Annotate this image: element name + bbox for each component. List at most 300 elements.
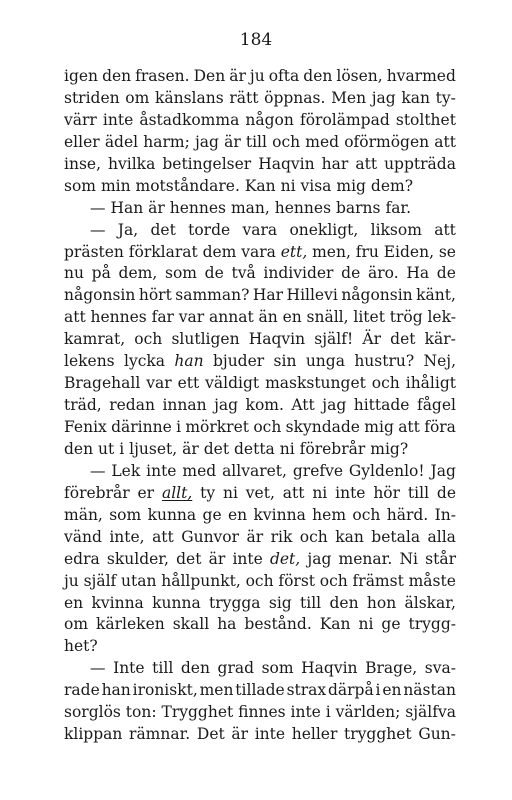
word: att <box>64 308 86 327</box>
word: därpå <box>327 681 374 700</box>
word: ty <box>200 483 216 502</box>
word: det <box>150 220 176 239</box>
text-line <box>64 88 456 110</box>
word: ihåligt <box>405 374 456 393</box>
word: och <box>319 571 348 590</box>
word: hon <box>366 593 397 612</box>
text-line <box>64 702 456 724</box>
text-line <box>64 329 456 351</box>
word: Haqvin <box>258 154 315 173</box>
word: samman? <box>175 286 250 305</box>
word: måste <box>408 571 456 590</box>
word: mörkret <box>185 418 249 436</box>
word: eller <box>64 132 100 151</box>
word: förolämpad <box>299 110 390 129</box>
page-number: 184 <box>239 30 273 50</box>
word: men, <box>312 242 351 261</box>
word: jag <box>307 549 332 568</box>
word: torde <box>188 220 231 239</box>
word: att <box>398 418 420 436</box>
word: ni <box>222 483 238 502</box>
word: uppträda <box>384 154 456 173</box>
word: ljuset, <box>129 439 178 458</box>
word: är <box>208 549 226 568</box>
word: älskar, <box>404 593 456 612</box>
word: sorglös <box>64 703 121 722</box>
word: ni <box>280 176 296 195</box>
word: han <box>101 681 131 700</box>
word: till <box>407 483 430 502</box>
text-line <box>64 198 456 220</box>
text-line <box>64 461 456 483</box>
word: betala <box>371 527 421 546</box>
word: förebrår <box>64 483 130 502</box>
word: någon <box>245 110 294 129</box>
word: som <box>64 176 96 195</box>
word: vara <box>242 220 278 239</box>
word: hvarmed <box>386 67 456 85</box>
word: inte, <box>109 527 145 546</box>
word: sin <box>273 352 297 371</box>
text-line <box>64 439 456 461</box>
emphasized-word: ett, <box>280 242 308 261</box>
word: i <box>375 681 381 700</box>
word: lek- <box>427 308 456 327</box>
word: dem? <box>370 176 414 195</box>
word: känt, <box>416 286 456 305</box>
word: var <box>178 308 205 327</box>
word: kunna <box>147 505 197 524</box>
word: strax <box>286 681 327 700</box>
word: hustru? <box>354 352 415 371</box>
word: bestånd. <box>244 615 312 634</box>
word: vänd <box>64 527 102 546</box>
word: män, <box>64 505 103 524</box>
word: inte <box>232 549 263 568</box>
word: unga <box>305 352 345 371</box>
word: ju <box>64 571 79 590</box>
word: står <box>425 549 456 568</box>
word: Nej, <box>423 352 456 371</box>
word: er <box>137 483 155 502</box>
word: först <box>278 571 316 590</box>
word: själf <box>83 571 117 590</box>
word: klippan <box>64 725 123 744</box>
word: främst <box>352 571 404 590</box>
word: att <box>152 527 174 546</box>
text-line <box>64 351 456 373</box>
word: är <box>182 439 199 458</box>
word: Det <box>196 725 225 744</box>
word: härd. <box>386 505 429 524</box>
word: och <box>299 527 328 546</box>
word: är <box>148 198 165 217</box>
text-line <box>64 242 456 264</box>
word: inte <box>254 725 286 744</box>
word: visa <box>300 176 332 195</box>
word: förklarat <box>128 242 198 261</box>
word: Ha <box>406 264 430 283</box>
word: till <box>152 659 174 678</box>
word: ty- <box>435 88 456 107</box>
word: Jag <box>430 461 456 480</box>
word: de <box>436 483 456 502</box>
word: ut <box>98 439 115 458</box>
word: fru <box>355 242 379 261</box>
word: och <box>272 132 301 151</box>
text-line <box>64 110 456 132</box>
word: med <box>182 461 217 480</box>
word: innan <box>162 396 207 415</box>
word: skyndade <box>285 418 360 436</box>
word: rätt <box>229 88 259 107</box>
word: trygga <box>209 593 261 612</box>
word: jag <box>371 88 396 107</box>
text-line <box>64 66 456 88</box>
word: inte <box>335 483 366 502</box>
word: frasen. <box>135 67 190 85</box>
word: heller <box>291 725 338 744</box>
word: finnes <box>238 703 286 722</box>
text-line <box>64 527 456 549</box>
word: rik <box>270 527 293 546</box>
word: det <box>203 439 230 458</box>
text-line <box>64 636 456 658</box>
word: värr <box>64 110 97 129</box>
word: till <box>300 593 322 612</box>
word: kär- <box>424 330 456 349</box>
word: ni <box>279 439 295 458</box>
word: Haqvin <box>248 330 306 349</box>
text-line <box>64 614 456 636</box>
word: Trygghet <box>161 703 234 722</box>
word: därinne <box>111 418 172 436</box>
word: trygghet <box>344 725 412 744</box>
word: skall <box>172 615 210 634</box>
word: alla <box>427 527 456 546</box>
word: på <box>91 264 111 283</box>
word: lycka <box>124 352 166 371</box>
word: trög <box>389 308 423 327</box>
text-line <box>64 417 456 439</box>
word: med <box>305 132 340 151</box>
word: Att <box>291 396 315 415</box>
word: har <box>321 154 349 173</box>
word: barns <box>335 198 381 217</box>
word: Kan <box>319 615 351 634</box>
word: inte <box>290 703 321 722</box>
word: trygg- <box>408 615 456 634</box>
word: är <box>231 725 249 744</box>
word: två <box>231 264 256 283</box>
word: kom. <box>245 396 284 415</box>
word: kvinna <box>253 505 306 524</box>
text-line <box>64 593 456 615</box>
word: Gun- <box>418 725 456 744</box>
emphasized-word: han <box>174 352 204 371</box>
word: slutligen <box>171 330 240 349</box>
word: individer <box>263 264 334 283</box>
word: den <box>180 659 210 678</box>
word: till <box>245 132 267 151</box>
word: och <box>352 505 381 524</box>
word: ädel <box>104 132 139 151</box>
word: den <box>303 67 333 85</box>
word: Eiden, <box>383 242 434 261</box>
word: ironiskt, <box>132 681 198 700</box>
word: som <box>261 659 294 678</box>
word: allvaret, <box>222 461 287 480</box>
word: Hillevi <box>286 286 338 305</box>
word: hört <box>138 286 172 305</box>
word: om <box>125 88 150 107</box>
word: kamrat, <box>64 330 126 349</box>
word: att <box>434 220 456 239</box>
word: den <box>329 593 359 612</box>
word: — <box>90 220 106 239</box>
word: Den <box>193 67 226 85</box>
word: Lek <box>111 461 141 480</box>
word: ge <box>381 615 401 634</box>
word: världen; <box>335 703 401 722</box>
word: onekligt, <box>289 220 359 239</box>
text-line <box>64 680 456 702</box>
word: de <box>341 264 361 283</box>
word: de <box>204 264 224 283</box>
word: ofta <box>268 67 300 85</box>
word: far <box>151 308 174 327</box>
word: Men <box>331 88 367 107</box>
word: hennes <box>274 198 332 217</box>
word: någonsin <box>64 286 136 305</box>
word: mig <box>364 418 394 436</box>
word: min <box>100 176 131 195</box>
word: tillade <box>235 681 285 700</box>
body-text <box>64 66 456 746</box>
word: Gunvor <box>181 527 240 546</box>
word: — <box>90 461 106 480</box>
word: och <box>253 418 282 436</box>
word: stolthet <box>395 110 456 129</box>
word: i <box>325 703 331 722</box>
word: grad <box>217 659 255 678</box>
word: var <box>146 374 172 393</box>
word: kärleken <box>96 615 165 634</box>
word: hem <box>312 505 347 524</box>
word: igen <box>64 67 99 85</box>
word: jag <box>194 132 219 151</box>
word: maskstunget <box>265 374 366 393</box>
word: än <box>258 308 278 327</box>
word: hör <box>373 483 401 502</box>
word: hvilka <box>108 154 156 173</box>
word: het? <box>64 637 98 656</box>
word: om <box>64 615 89 634</box>
word: som <box>109 505 142 524</box>
word: lekens <box>64 352 115 371</box>
word: lösen, <box>336 67 383 85</box>
word: ett <box>177 374 200 393</box>
word: en <box>227 505 248 524</box>
word: — <box>90 659 106 678</box>
word: åstadkomma <box>139 110 240 129</box>
word: se <box>438 242 456 261</box>
word: inte <box>102 110 134 129</box>
word: Fenix <box>64 418 107 436</box>
text-line <box>64 658 456 680</box>
word: en <box>64 593 84 612</box>
word: Gyldenlo! <box>348 461 425 480</box>
word: inte <box>146 461 177 480</box>
word: är <box>229 67 246 85</box>
text-line <box>64 483 456 505</box>
word: en <box>282 308 302 327</box>
word: Brage, <box>365 659 418 678</box>
word: känslans <box>154 88 224 107</box>
word: kvinna <box>91 593 144 612</box>
word: striden <box>64 88 120 107</box>
word: In- <box>434 505 456 524</box>
word: oförmögen <box>344 132 430 151</box>
word: vet, <box>245 483 275 502</box>
word: nästan <box>403 681 456 700</box>
word: och <box>245 571 274 590</box>
word: — <box>90 198 106 217</box>
word: edra <box>64 549 100 568</box>
word: mig? <box>370 439 409 458</box>
word: menar. <box>338 549 393 568</box>
word: i <box>176 418 182 436</box>
word: föra <box>424 418 456 436</box>
word: ge <box>202 505 222 524</box>
word: ton: <box>125 703 157 722</box>
word: prästen <box>64 242 124 261</box>
text-line <box>64 724 456 746</box>
emphasized-word: det, <box>269 549 301 568</box>
text-line <box>64 263 456 285</box>
word: kan <box>401 88 431 107</box>
word: liksom <box>370 220 422 239</box>
word: att <box>434 132 456 151</box>
word: hållpunkt, <box>161 571 241 590</box>
word: en <box>382 681 402 700</box>
word: hennes <box>169 198 227 217</box>
word: ju <box>249 67 265 85</box>
word: rämnar. <box>129 725 191 744</box>
word: hennes <box>90 308 147 327</box>
word: jag <box>322 396 347 415</box>
word: Bragehall <box>64 374 141 393</box>
word: och <box>134 330 163 349</box>
word: dem, <box>118 264 158 283</box>
word: äro. <box>367 264 399 283</box>
word: redan <box>109 396 155 415</box>
word: någonsin <box>341 286 413 305</box>
word: i <box>119 439 125 458</box>
word: vara <box>241 242 276 261</box>
word: motståndare. <box>135 176 240 195</box>
word: ni <box>358 615 374 634</box>
word: detta <box>234 439 275 458</box>
word: det <box>176 549 202 568</box>
word: Haqvin <box>301 659 358 678</box>
word: Har <box>252 286 284 305</box>
word: att <box>355 154 378 173</box>
text-line <box>64 176 456 198</box>
word: nu <box>64 264 84 283</box>
word: Ja, <box>117 220 139 239</box>
word: grefve <box>292 461 344 480</box>
word: annat <box>209 308 254 327</box>
word: som <box>164 264 197 283</box>
word: är <box>246 527 264 546</box>
word: sva- <box>424 659 456 678</box>
word: ni <box>312 483 328 502</box>
word: hittade <box>353 396 410 415</box>
text-line <box>64 307 456 329</box>
word: väldigt <box>205 374 260 393</box>
word: skulder, <box>106 549 169 568</box>
word: man, <box>230 198 270 217</box>
word: utan <box>121 571 157 590</box>
word: rade <box>64 681 100 700</box>
word: ha <box>217 615 237 634</box>
word: Kan <box>244 176 276 195</box>
text-line <box>64 395 456 417</box>
word: själf! <box>314 330 354 349</box>
word: själfva <box>405 703 456 722</box>
text-line <box>64 132 456 154</box>
word: bjuder <box>212 352 265 371</box>
text-line <box>64 373 456 395</box>
word: Inte <box>113 659 145 678</box>
word: Är <box>362 330 381 349</box>
word: den <box>64 439 94 458</box>
word: dem <box>202 242 237 261</box>
word: det <box>390 330 416 349</box>
emphasized-word: allt, <box>161 483 193 502</box>
word: mig <box>336 176 366 195</box>
word: snäll, <box>306 308 349 327</box>
text-line <box>64 549 456 571</box>
word: Han <box>110 198 144 217</box>
word: och <box>371 374 400 393</box>
word: den <box>102 67 132 85</box>
word: öppnas. <box>264 88 326 107</box>
word: kunna <box>152 593 201 612</box>
word: att <box>282 483 305 502</box>
word: de <box>436 264 456 283</box>
word: far. <box>385 198 412 217</box>
word: förebrår <box>299 439 366 458</box>
text-line <box>64 154 456 176</box>
word: är <box>224 132 241 151</box>
text-line <box>64 505 456 527</box>
word: fågel <box>416 396 456 415</box>
word: litet <box>353 308 385 327</box>
word: kan <box>335 527 364 546</box>
text-line <box>64 220 456 242</box>
text-line <box>64 571 456 593</box>
word: Ni <box>399 549 418 568</box>
word: inse, <box>64 154 101 173</box>
word: sig <box>268 593 292 612</box>
word: jag <box>214 396 239 415</box>
text-line <box>64 285 456 307</box>
word: men <box>199 681 234 700</box>
word: träd, <box>64 396 102 415</box>
word: harm; <box>143 132 190 151</box>
